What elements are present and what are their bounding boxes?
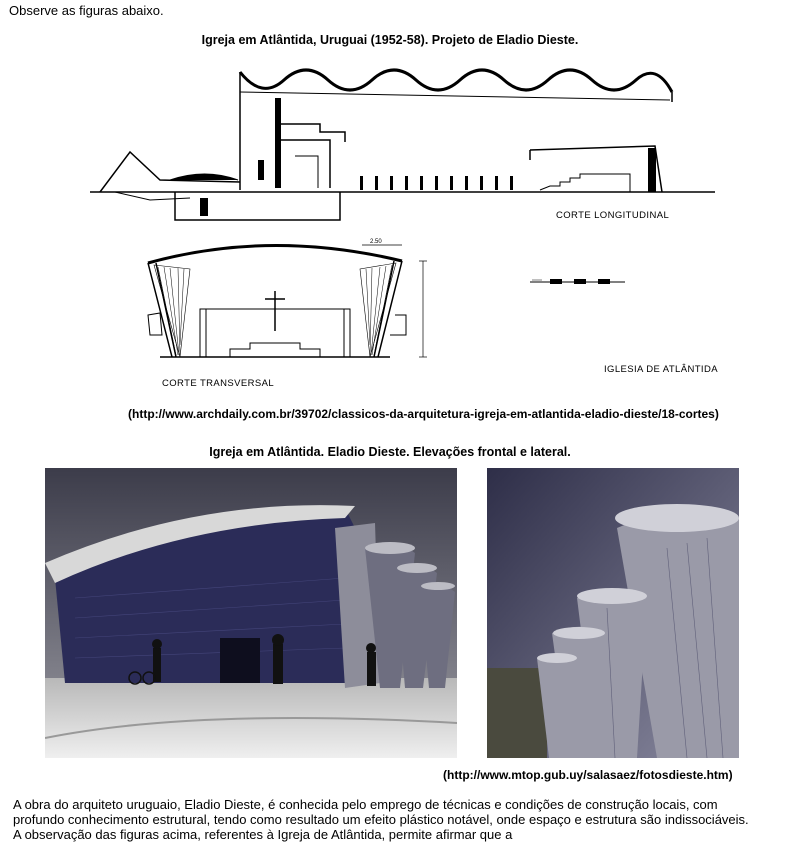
transversal-label: CORTE TRANSVERSAL <box>162 378 275 389</box>
source-archdaily: (http://www.archdaily.com.br/39702/classicos-da-arquitetura-igreja-em-atlantida-eladio-dieste/18-cortes) <box>128 407 719 421</box>
dimension-label: 2.50 <box>370 239 382 245</box>
scale-bar <box>530 276 630 288</box>
wavy-roof <box>240 70 672 92</box>
source-mtop: (http://www.mtop.gub.uy/salasaez/fotosdieste.htm) <box>443 768 733 782</box>
question-paragraph <box>13 797 801 842</box>
longitudinal-label: CORTE LONGITUDINAL <box>556 210 670 221</box>
paragraph-line-3: A observação das figuras acima, referentes à Igreja de Atlântida, permite afirmar que a <box>13 827 513 842</box>
transversal-section-drawing <box>140 235 440 395</box>
photo-frontal-elevation <box>45 468 457 758</box>
caption-photos: Igreja em Atlântida. Eladio Dieste. Elevações frontal e lateral. <box>209 445 571 459</box>
caption-drawings: Igreja em Atlântida, Uruguai (1952-58). Projeto de Eladio Dieste. <box>201 33 579 47</box>
paragraph-line-1: A obra do arquiteto uruguaio, Eladio Dieste, é conhecida pelo emprego de técnicas e condições de construção locais, com <box>13 797 718 812</box>
longitudinal-section-drawing <box>90 60 720 230</box>
iglesia-label: IGLESIA DE ATLÂNTIDA <box>604 364 718 375</box>
intro-text: Observe as figuras abaixo. <box>9 3 164 18</box>
paragraph-line-2: profundo conhecimento estrutural, tendo como resultado um efeito plástico notável, onde espaço e estrutura são indissociáveis. <box>13 812 749 827</box>
photo-lateral-elevation <box>487 468 739 758</box>
